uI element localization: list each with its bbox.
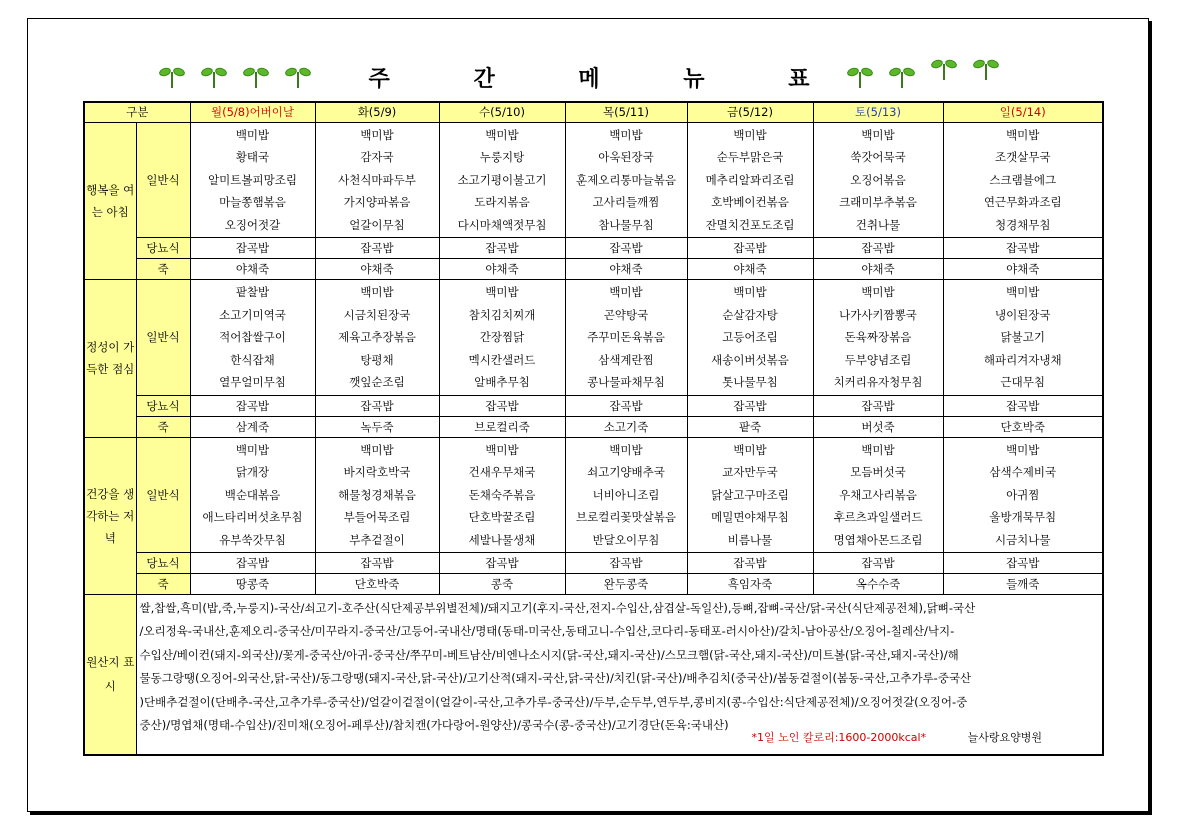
- dish-item: 바지락호박국: [343, 465, 411, 479]
- dish-cell: [813, 280, 943, 396]
- dish-item: 백미밥: [485, 285, 519, 299]
- porridge-cell: 콩죽: [439, 574, 565, 595]
- dish-item: 조갯살무국: [994, 150, 1051, 164]
- breakfast-diabetic-row: [84, 238, 1103, 259]
- header-day-thu: 목(5/11): [565, 102, 687, 122]
- dish-cell: [943, 437, 1103, 553]
- dish-item: 백미밥: [609, 127, 643, 142]
- dish-item: 깻잎순조림: [349, 375, 405, 389]
- origin-line: 쌀,찹쌀,흑미(밥,죽,누룽지)-국산/쇠고기-호주산(식단제공부위별전체)/돼지고기(후지-국산,전지-수입산,삼겹살-독일산),등뼈,잡뼈-국산/닭-국산(식단제공전체),닭뼈-국산: [139, 601, 976, 615]
- diabetic-cell: 잡곡밥: [813, 395, 943, 416]
- diabetic-cell: 잡곡밥: [943, 553, 1103, 574]
- dish-cell: [813, 437, 943, 553]
- diabetic-cell: 잡곡밥: [315, 395, 439, 416]
- origin-line: /오리정육-국내산,훈제오리-중국산/미꾸라지-중국산/고등어-국내산/명태(동태-미국산,동태고니-수입산,코다리-동태포-러시아산)/갈치-남아공산/오징어-칠레산/낙지-: [139, 624, 955, 639]
- origin-row: [84, 595, 1103, 755]
- dish-cell: [565, 437, 687, 553]
- breakfast-regular-row: [84, 122, 1103, 238]
- dish-cell: [439, 122, 565, 238]
- porridge-cell: 옥수수죽: [813, 574, 943, 595]
- dish-item: 멕시칸샐러드: [468, 352, 536, 367]
- dish-item: 알배추무침: [474, 375, 530, 389]
- diabetic-cell: 잡곡밥: [687, 553, 813, 574]
- dish-item: 스크램블에그: [989, 172, 1057, 187]
- dish-item: 백미밥: [733, 442, 767, 457]
- diabetic-cell: 잡곡밥: [315, 238, 439, 259]
- sub-label-diabetic: 당뇨식: [136, 238, 190, 259]
- porridge-cell: 들깨죽: [943, 574, 1103, 595]
- dish-item: 백미밥: [733, 285, 767, 299]
- diabetic-cell: 잡곡밥: [565, 553, 687, 574]
- dish-item: 콩나물파채무침: [587, 375, 665, 389]
- porridge-cell: 야채죽: [943, 259, 1103, 280]
- sub-label-diabetic: 당뇨식: [136, 553, 190, 574]
- porridge-cell: 야채죽: [439, 259, 565, 280]
- dish-item: 단호박꿀조림: [468, 510, 536, 524]
- sub-label-regular: 일반식: [136, 437, 190, 553]
- breakfast-porridge-row: [84, 259, 1103, 280]
- header-day-sat: 토(5/13): [813, 102, 943, 122]
- meal-label-lunch: 정성이 가득한 점심: [84, 280, 136, 438]
- diabetic-cell: 잡곡밥: [439, 238, 565, 259]
- hospital-name: 늘사랑요양병원: [967, 731, 1042, 745]
- origin-line: 수입산/베이컨(돼지-외국산)/꽃게-중국산/아귀-중국산/쭈꾸미-베트남산/비엔나소시지(닭-국산,돼지-국산)/스모크햄(닭-국산,돼지-국산)/미트볼(닭-국산,돼지-국산)/해: [139, 647, 959, 662]
- porridge-cell: 단호박죽: [315, 574, 439, 595]
- dish-item: 백미밥: [360, 442, 394, 457]
- porridge-cell: 흑임자죽: [687, 574, 813, 595]
- dish-item: 후르츠과일샐러드: [833, 510, 923, 524]
- dish-item: 톳나물무침: [722, 375, 778, 389]
- dish-item: 반달오이무침: [592, 532, 660, 547]
- dish-item: 돈육짜장볶음: [844, 330, 912, 344]
- dish-item: 연근무화과조림: [983, 195, 1062, 209]
- header-row: [84, 102, 1103, 122]
- sub-label-regular: 일반식: [136, 280, 190, 396]
- diabetic-cell: 잡곡밥: [190, 395, 315, 416]
- origin-line: 중산)/명엽채(명태-수입산)/진미채(오징어-페루산)/참치캔(가다랑어-원양산)/콩국수(콩-중국산)/고기경단(돈육:국내산): [139, 718, 729, 733]
- porridge-cell: 소고기죽: [565, 416, 687, 437]
- dish-item: 한식잡채: [230, 352, 275, 367]
- diabetic-cell: 잡곡밥: [439, 553, 565, 574]
- diabetic-cell: 잡곡밥: [190, 553, 315, 574]
- header-day-mon: 월(5/8)어버이날: [190, 102, 315, 122]
- dish-cell: [813, 122, 943, 238]
- diabetic-cell: 잡곡밥: [190, 238, 315, 259]
- dish-item: 건취나물: [855, 217, 901, 232]
- dish-item: 백미밥: [861, 127, 895, 142]
- dish-item: 도라지볶음: [474, 195, 530, 209]
- dish-item: 백미밥: [1006, 285, 1040, 299]
- dish-item: 시금치나물: [994, 532, 1051, 547]
- origin-label: 원산지 표시: [84, 595, 136, 755]
- dish-item: 삼색수제비국: [989, 465, 1057, 479]
- dish-item: 알미트볼피망조림: [208, 172, 297, 187]
- porridge-cell: 팥죽: [687, 416, 813, 437]
- dish-item: 백미밥: [360, 285, 394, 299]
- dish-cell: [943, 122, 1103, 238]
- dish-cell: [315, 280, 439, 396]
- dish-item: 백미밥: [861, 285, 895, 299]
- porridge-cell: 땅콩죽: [190, 574, 315, 595]
- sub-label-diabetic: 당뇨식: [136, 395, 190, 416]
- dish-item: 참나물무침: [598, 217, 654, 232]
- dish-item: 쇠고기양배추국: [587, 465, 665, 479]
- dish-cell: [687, 122, 813, 238]
- dish-cell: [190, 280, 315, 396]
- dish-item: 주꾸미돈육볶음: [587, 330, 665, 344]
- dish-item: 얼갈이무침: [349, 217, 405, 232]
- dish-item: 가지양파볶음: [343, 195, 411, 209]
- diabetic-cell: 잡곡밥: [439, 395, 565, 416]
- dish-item: 백미밥: [1006, 442, 1040, 457]
- dish-item: 순두부맑은국: [716, 150, 784, 164]
- dish-item: 황태국: [235, 150, 270, 164]
- dish-item: 다시마채액젓무침: [457, 217, 547, 232]
- dish-item: 잔멸치건포도조림: [705, 217, 795, 232]
- sub-label-porridge: 죽: [136, 416, 190, 437]
- dish-item: 건새우무채국: [468, 465, 536, 479]
- dish-item: 냉이된장국: [994, 307, 1051, 322]
- origin-line: 물동그랑땡(오징어-외국산,닭-국산)/동그랑땡(돼지-국산,닭-국산)/고기산적(돼지-국산,닭-국산)/치킨(닭-국산)/배추김치(중국산)/봄동겉절이(봄동-국산,고추가루-중국산: [139, 671, 972, 686]
- dish-item: 메밀면야채무침: [711, 510, 789, 524]
- dish-cell: [565, 280, 687, 396]
- dish-item: 백미밥: [609, 442, 643, 457]
- dish-cell: [190, 437, 315, 553]
- dish-item: 울방개묵무침: [989, 510, 1057, 524]
- dish-item: 너비아니조림: [592, 487, 660, 502]
- dish-item: 나가사키짬뽕국: [839, 307, 917, 322]
- porridge-cell: 단호박죽: [943, 416, 1103, 437]
- dish-item: 오징어볶음: [850, 172, 906, 187]
- porridge-cell: 브로컬리죽: [439, 416, 565, 437]
- dish-item: 순살감자탕: [722, 307, 778, 322]
- dish-item: 비름나물: [727, 532, 773, 547]
- header-day-fri: 금(5/12): [687, 102, 813, 122]
- dish-item: 소고기미역국: [219, 307, 286, 322]
- dish-item: 교자만두국: [722, 465, 778, 479]
- dish-item: 참치김치찌개: [468, 307, 536, 322]
- dish-item: 제육고추장볶음: [338, 330, 416, 344]
- porridge-cell: 야채죽: [813, 259, 943, 280]
- dish-item: 브로컬리꽃맛살볶음: [576, 510, 676, 524]
- dish-cell: [439, 280, 565, 396]
- sub-label-porridge: 죽: [136, 574, 190, 595]
- diabetic-cell: 잡곡밥: [687, 395, 813, 416]
- dish-cell: [439, 437, 565, 553]
- dish-item: 백미밥: [861, 442, 895, 457]
- dish-cell: [315, 437, 439, 553]
- header-category: 구분: [84, 102, 190, 122]
- dish-item: 치커리유자청무침: [833, 375, 923, 389]
- dish-cell: [687, 280, 813, 396]
- dish-cell: [687, 437, 813, 553]
- dish-item: 탕평채: [360, 352, 394, 367]
- diabetic-cell: 잡곡밥: [315, 553, 439, 574]
- lunch-regular-row: [84, 280, 1103, 396]
- dish-item: 해물청경채볶음: [338, 487, 416, 502]
- origin-line: )단배추겉절이(단배추-국산,고추가루-중국산)/얼갈이겉절이(얼갈이-국산,고추가루-중국산)/두부,순두부,연두부,콩비지(콩-수입산:식단제공전체)/오징어젓갈(오징어-중: [139, 694, 968, 709]
- dish-item: 아욱된장국: [598, 150, 654, 164]
- dish-item: 고사리들깨찜: [592, 195, 660, 209]
- dish-item: 백미밥: [733, 127, 767, 142]
- dish-item: 근대무침: [1000, 375, 1045, 389]
- porridge-cell: 녹두죽: [315, 416, 439, 437]
- dish-item: 닭살고구마조림: [711, 487, 789, 502]
- porridge-cell: 완두콩죽: [565, 574, 687, 595]
- dinner-porridge-row: [84, 574, 1103, 595]
- dish-item: 백미밥: [1006, 127, 1040, 142]
- dish-item: 쑥갓어묵국: [850, 150, 906, 164]
- dish-item: 해파리겨자냉채: [983, 352, 1062, 367]
- dish-item: 사천식마파두부: [338, 172, 416, 187]
- diabetic-cell: 잡곡밥: [943, 238, 1103, 259]
- dish-item: 크래미부추볶음: [839, 195, 917, 209]
- porridge-cell: 야채죽: [687, 259, 813, 280]
- dish-item: 적어찹쌀구이: [219, 330, 286, 344]
- dish-item: 고등어조림: [722, 330, 778, 344]
- porridge-cell: 버섯죽: [813, 416, 943, 437]
- dish-item: 애느타리버섯초무침: [202, 510, 303, 524]
- origin-text: [136, 595, 1103, 755]
- dish-item: 청경채무침: [994, 217, 1051, 232]
- dish-item: 백미밥: [485, 442, 519, 457]
- header-day-sun: 일(5/14): [943, 102, 1103, 122]
- dish-item: 부추겉절이: [349, 532, 405, 547]
- dish-item: 감자국: [360, 150, 394, 164]
- dish-item: 호박베이컨볶음: [711, 195, 789, 209]
- dish-item: 아귀찜: [1006, 487, 1040, 502]
- dish-item: 곤약탕국: [603, 307, 649, 322]
- page-title: 주 간 메 뉴 표: [368, 67, 848, 92]
- porridge-cell: 야채죽: [315, 259, 439, 280]
- dish-item: 누룽지탕: [479, 150, 525, 164]
- dish-item: 돈채숙주볶음: [468, 487, 536, 502]
- dish-item: 새송이버섯볶음: [711, 352, 789, 367]
- dish-item: 백미밥: [360, 127, 394, 142]
- sub-label-regular: 일반식: [136, 122, 190, 238]
- header-day-wed: 수(5/10): [439, 102, 565, 122]
- dish-cell: [943, 280, 1103, 396]
- dish-item: 훈제오리통마늘볶음: [576, 172, 676, 187]
- meal-label-dinner: 건강을 생각하는 저녁: [84, 437, 136, 595]
- dish-item: 백미밥: [485, 127, 519, 142]
- calorie-note: *1일 노인 칼로리:1600-2000kcal*: [751, 731, 927, 745]
- diabetic-cell: 잡곡밥: [813, 553, 943, 574]
- dish-item: 백미밥: [235, 127, 270, 142]
- dish-item: 마늘쫑햄볶음: [219, 195, 286, 209]
- diabetic-cell: 잡곡밥: [565, 395, 687, 416]
- diabetic-cell: 잡곡밥: [813, 238, 943, 259]
- dish-item: 시금치된장국: [343, 307, 411, 322]
- footer-note: [751, 726, 1042, 749]
- dish-item: 두부양념조림: [844, 352, 912, 367]
- dinner-regular-row: [84, 437, 1103, 553]
- dish-item: 백미밥: [609, 285, 643, 299]
- dish-item: 소고기평이불고기: [457, 172, 547, 187]
- dish-item: 메추리알꽈리조림: [705, 172, 795, 187]
- weekly-menu-table: [83, 101, 1104, 756]
- lunch-porridge-row: [84, 416, 1103, 437]
- dish-item: 간장찜닭: [479, 330, 525, 344]
- dish-item: 세발나물생채: [468, 532, 536, 547]
- porridge-cell: 야채죽: [190, 259, 315, 280]
- dish-cell: [190, 122, 315, 238]
- lunch-diabetic-row: [84, 395, 1103, 416]
- dish-item: 팥찰밥: [235, 285, 270, 299]
- diabetic-cell: 잡곡밥: [565, 238, 687, 259]
- dish-item: 닭개장: [235, 465, 270, 479]
- meal-label-breakfast: 행복을 여는 아침: [84, 122, 136, 280]
- diabetic-cell: 잡곡밥: [943, 395, 1103, 416]
- dish-cell: [315, 122, 439, 238]
- dish-item: 열무얼미무침: [219, 375, 286, 389]
- dish-item: 닭불고기: [1000, 330, 1045, 344]
- dish-item: 백미밥: [235, 442, 270, 457]
- diabetic-cell: 잡곡밥: [687, 238, 813, 259]
- dish-item: 유부쑥갓무침: [219, 532, 286, 547]
- dinner-diabetic-row: [84, 553, 1103, 574]
- dish-cell: [565, 122, 687, 238]
- dish-item: 삼색계란찜: [598, 352, 654, 367]
- dish-item: 백순대볶음: [224, 487, 281, 502]
- dish-item: 모듬버섯국: [850, 465, 906, 479]
- dish-item: 부들어묵조림: [343, 510, 411, 524]
- porridge-cell: 삼계죽: [190, 416, 315, 437]
- header-day-tue: 화(5/9): [315, 102, 439, 122]
- dish-item: 우채고사리볶음: [839, 487, 917, 502]
- porridge-cell: 야채죽: [565, 259, 687, 280]
- dish-item: 오징어젓갈: [224, 217, 281, 232]
- sub-label-porridge: 죽: [136, 259, 190, 280]
- dish-item: 명엽채아몬드조림: [833, 532, 923, 547]
